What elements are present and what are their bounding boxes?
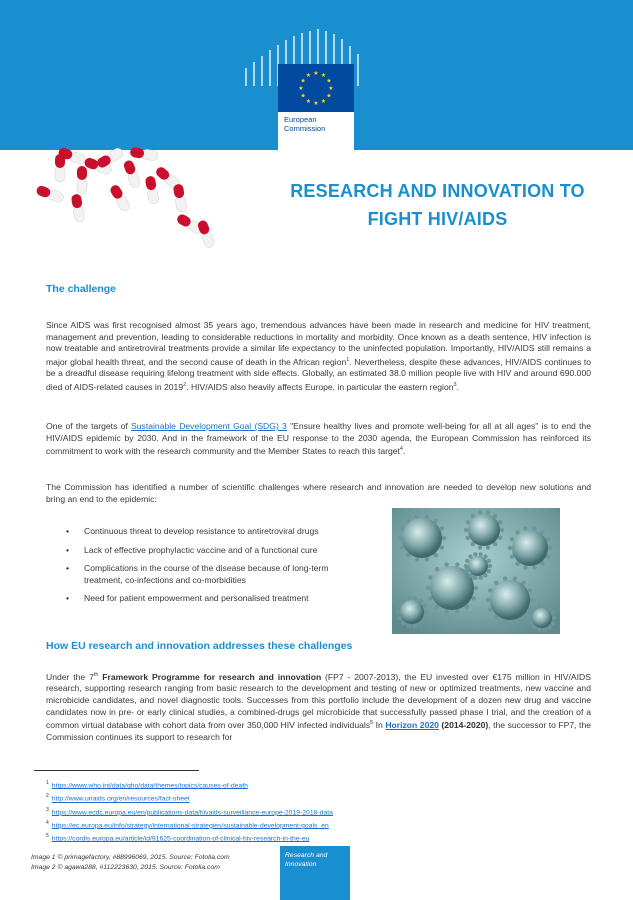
research-innovation-badge [280,846,350,900]
eu-star-icon: ★ [313,70,319,77]
eu-star-icon: ★ [298,85,304,92]
footnote-ref: 3 [453,381,457,388]
capsule-pill [109,183,132,212]
capsule-pill [145,175,160,204]
addresses-paragraph-1: Under the 7th Framework Programme for research and innovation (FP7 - 2007-2013), the EU invested over €175 million in HIV/AIDS research, supporting research ranging from basic research to the development and testing of new or optimized treatments, new vaccine and microbicide candidates, and novel diagnostic tools. Successes from this portfolio include the development of a dozen new drug and vaccine candidates now in pre- or early clinical studies, a combined-drugs gel microbicide that successfully passed phase I trial, and the creation of a common virtual database with cohort data from over 350,000 HIV infected individuals$^5$ In Horizon 2020 (2014-2020), the successor to FP7, the Commission continues its support to research for [46,671,591,742]
challenge-paragraph-3: The Commission has identified a number of scientific challenges where research and innovation are needed to develop new solutions and bring an end to the epidemic: [46,482,591,504]
eu-star-icon: ★ [300,92,306,100]
bold-text: Framework Programme for research and innovation [102,671,322,682]
capsule-pill [35,185,65,204]
footnote-ref: 4 [399,446,403,453]
capsule-pill [123,159,142,189]
footnote-item [46,778,446,791]
challenge-paragraph-1: Since AIDS was first recognised almost 35 years ago, tremendous advances have been made in research and medicine for HIV treatment, management and prevention, leading to considerable reductions in mortality and morbidity. Once known as a death sentence, HIV infection is now treatable and antiretroviral treatments provide a similar life expectancy to the uninfected population. Importantly, HIV/AIDS still remains a major global health threat, and the second cause of death in the African region$^1$. Nevertheless, despite these advances, HIV/AIDS continues to be a dreadful disease requiring lifelong treatment with side effects. Globally, an estimated 38.0 million people live with HIV and around 690.000 died of AIDS-related causes in 2019$^2$. HIV/AIDS also heavily affects Europe, in particular the eastern region$^3$. [46,320,591,392]
footnote-link[interactable]: https://www.who.int/data/gho/data/themes/topics/causes-of-death [51,782,248,790]
footnote-number: 1 [46,780,49,786]
capsule-pill [173,183,188,212]
footnote-number: 3 [46,806,49,813]
footnote-link[interactable]: http://www.unaids.org/en/resources/fact-sheet [51,795,190,803]
credit-line-1: Image 1 © primagefactory, #88996069, 2015. Source: Fotolia.com [31,854,230,861]
ec-logo-text [284,115,352,133]
bullet-item: • Need for patient empowerment and personalised treatment [66,593,366,605]
footnote-list [46,778,446,844]
footnote-link[interactable]: https://ec.europa.eu/info/strategy/international-strategies/sustainable-development-goals_en [51,822,329,830]
challenge-bullet-list [66,526,366,612]
eu-flag-icon [278,64,354,112]
credit-line-2: Image 2 © agawa288, #112223630, 2015. Source: Fotolia.com [31,863,220,871]
badge-line2: Innovation [285,860,317,868]
capsule-pill [71,193,86,222]
ec-logo-line2: Commission [284,124,326,133]
addresses-heading: How EU research and innovation addresses these challenges [46,640,353,652]
challenge-heading: The challenge [46,283,117,295]
eu-star-icon: ★ [320,72,327,80]
eu-star-icon: ★ [320,97,327,105]
footnote-ref: 5 [370,720,374,727]
eu-star-icon: ★ [328,85,334,92]
footnote-link[interactable]: https://cordis.europa.eu/article/id/91625-coordination-of-clinical-hiv-research-in-the-eu [51,835,310,843]
footnote-item [46,791,446,804]
bullet-item: • Lack of effective prophylactic vaccine and of a functional cure [66,545,366,557]
footnote-divider [34,770,199,771]
hiv-pills-image [20,138,230,258]
capsule-pill [197,219,216,249]
inline-link[interactable]: Sustainable Development Goal (SDG) 3 [131,421,287,431]
footnote-item [46,805,446,818]
challenge-paragraph-2: One of the targets of Sustainable Development Goal (SDG) 3 "Ensure healthy lives and promote well-being for all at all ages" is to end the HIV/AIDS epidemic by 2030. And in the framework of the EU response to the 2030 agenda, the European Commission has reinforced its commitment to work with the research community and the Member States to reach this target$^4$. [46,421,591,457]
footnote-item [46,818,446,831]
footnote-ref: th [93,672,99,678]
bullet-item: • Complications in the course of the disease because of long-term treatment, co-infections and co-morbidities [66,563,366,586]
footnote-item [46,831,446,844]
eu-star-icon: ★ [326,92,332,100]
virus-particles-image [392,508,560,634]
footnote-ref: 2 [183,381,187,388]
eu-star-icon: ★ [313,100,319,107]
footnote-number: 4 [46,819,49,826]
european-commission-logo[interactable] [278,64,354,150]
image-credits [31,853,230,872]
badge-line1: Research and [285,852,328,859]
inline-link-bold[interactable]: Horizon 2020 [385,720,439,731]
title-line1: RESEARCH AND INNOVATION TO [290,181,585,201]
eu-star-icon: ★ [305,97,312,105]
title-line2: FIGHT HIV/AIDS [367,209,508,229]
document-title [260,177,615,233]
bullet-item: • Continuous threat to develop resistance to antiretroviral drugs [66,526,366,538]
footnote-number: 5 [46,833,49,840]
capsule-pill [129,147,158,162]
footnote-number: 2 [46,793,49,800]
header-band [0,0,633,150]
footnote-ref: 1 [346,356,350,363]
eu-star-icon: ★ [300,77,306,85]
footnote-link[interactable]: https://www.ecdc.europa.eu/en/publications-data/hivaids-surveillance-europe-2019-2018-data [51,808,333,816]
ec-logo-line1: European [284,115,317,124]
bold-text: (2014-2020) [441,720,489,731]
capsule-pill [77,166,87,194]
eu-star-icon: ★ [326,77,332,85]
eu-star-icon: ★ [305,72,312,80]
